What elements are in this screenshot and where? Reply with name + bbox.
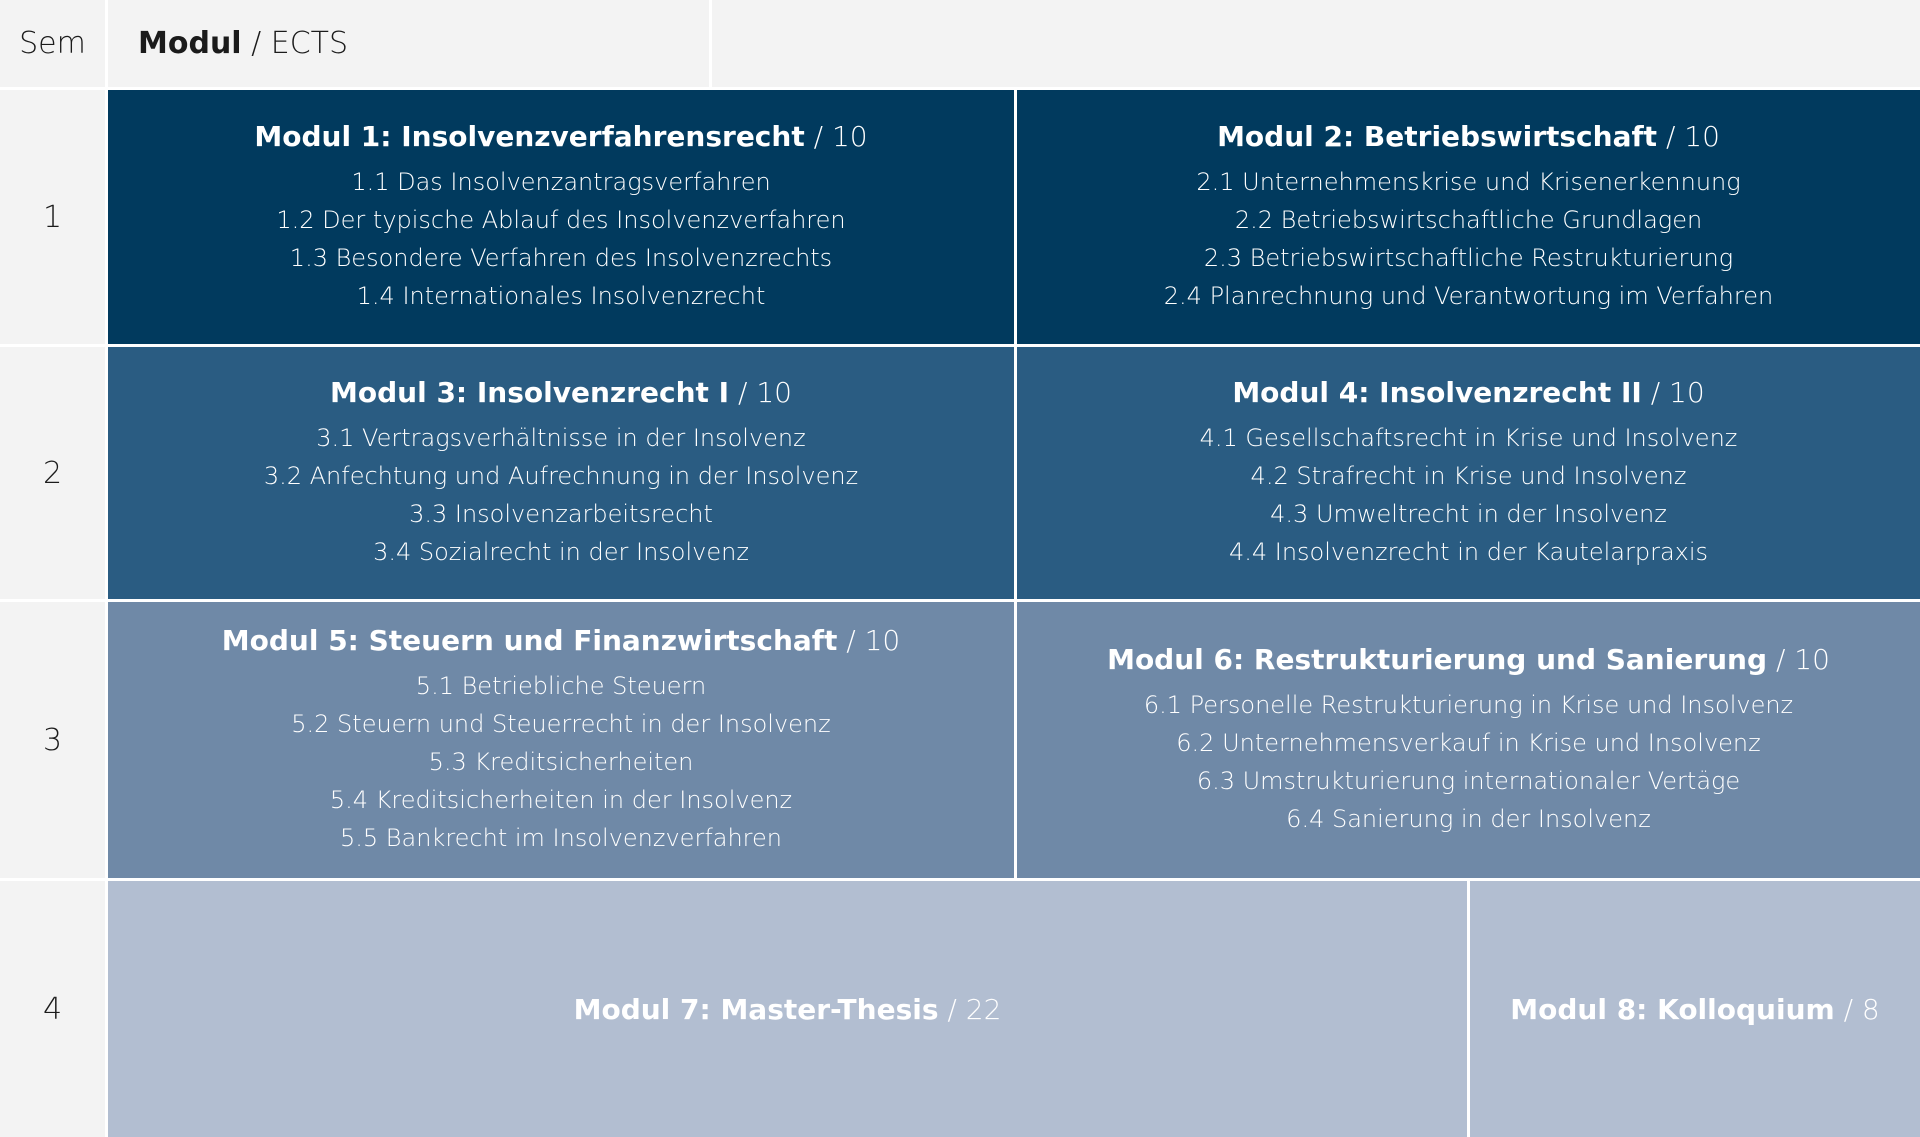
module-item: 5.2 Steuern und Steuerrecht in der Insolvenz bbox=[291, 709, 831, 738]
module-item: 2.3 Betriebswirtschaftliche Restrukturierung bbox=[1203, 243, 1734, 272]
module-ects: / 8 bbox=[1834, 992, 1880, 1026]
module-title bbox=[1510, 993, 1879, 1026]
module-title bbox=[254, 120, 867, 153]
module-name: Modul 2: Betriebswirtschaft bbox=[1217, 119, 1658, 153]
semester-number-3 bbox=[0, 602, 105, 878]
module-6 bbox=[1017, 602, 1920, 878]
module-ects: / 22 bbox=[938, 992, 1002, 1026]
module-item: 1.4 Internationales Insolvenzrecht bbox=[356, 281, 766, 310]
module-ects: / 10 bbox=[837, 623, 901, 657]
module-item: 5.5 Bankrecht im Insolvenzverfahren bbox=[340, 823, 782, 852]
module-item: 6.2 Unternehmensverkauf in Krise und Insolvenz bbox=[1176, 728, 1761, 757]
module-item: 2.1 Unternehmenskrise und Krisenerkennung bbox=[1196, 167, 1741, 196]
module-ects: / 10 bbox=[1641, 375, 1705, 409]
module-name: Modul 7: Master-Thesis bbox=[573, 992, 939, 1026]
semester-column-header bbox=[0, 0, 105, 87]
module-ects: / 10 bbox=[1657, 119, 1720, 153]
header-filler bbox=[712, 0, 1920, 87]
module-name: Modul 4: Insolvenzrecht II bbox=[1232, 375, 1642, 409]
module-column-header bbox=[108, 0, 709, 87]
module-item: 3.2 Anfechtung und Aufrechnung in der Insolvenz bbox=[263, 461, 859, 490]
module-item: 6.1 Personelle Restrukturierung in Krise und Insolvenz bbox=[1143, 690, 1794, 719]
module-ects: / 10 bbox=[1767, 642, 1830, 676]
semester-number: 1 bbox=[42, 199, 63, 235]
module-title bbox=[1232, 376, 1704, 409]
semester-number: 2 bbox=[42, 455, 63, 491]
module-2 bbox=[1017, 90, 1920, 344]
module-item: 2.2 Betriebswirtschaftliche Grundlagen bbox=[1234, 205, 1703, 234]
semester-number: 4 bbox=[42, 991, 63, 1027]
module-3 bbox=[108, 347, 1014, 599]
module-item: 4.3 Umweltrecht in der Insolvenz bbox=[1270, 499, 1667, 528]
module-title bbox=[574, 993, 1002, 1026]
module-item: 1.1 Das Insolvenzantragsverfahren bbox=[351, 167, 771, 196]
module-item: 4.1 Gesellschaftsrecht in Krise und Insolvenz bbox=[1199, 423, 1738, 452]
module-item: 5.1 Betriebliche Steuern bbox=[415, 671, 707, 700]
module-ects: / 10 bbox=[804, 119, 868, 153]
module-item: 2.4 Planrechnung und Verantwortung im Verfahren bbox=[1163, 281, 1774, 310]
module-item: 1.3 Besondere Verfahren des Insolvenzrechts bbox=[289, 243, 833, 272]
module-1 bbox=[108, 90, 1014, 344]
module-item: 1.2 Der typische Ablauf des Insolvenzverfahren bbox=[276, 205, 846, 234]
semester-number-4 bbox=[0, 881, 105, 1137]
module-title bbox=[1107, 643, 1830, 676]
module-name: Modul 1: Insolvenzverfahrensrecht bbox=[254, 119, 805, 153]
module-item: 3.4 Sozialrecht in der Insolvenz bbox=[373, 537, 749, 566]
semester-number-2 bbox=[0, 347, 105, 599]
module-8 bbox=[1470, 881, 1920, 1137]
module-item: 5.3 Kreditsicherheiten bbox=[428, 747, 694, 776]
module-ects: / 10 bbox=[729, 375, 792, 409]
module-5 bbox=[108, 602, 1014, 878]
module-title bbox=[222, 624, 900, 657]
semester-number-1 bbox=[0, 90, 105, 344]
module-item: 6.3 Umstrukturierung internationaler Vertäge bbox=[1196, 766, 1741, 795]
semester-header-label: Sem bbox=[19, 26, 86, 61]
module-4 bbox=[1017, 347, 1920, 599]
module-item: 3.3 Insolvenzarbeitsrecht bbox=[409, 499, 713, 528]
module-item: 5.4 Kreditsicherheiten in der Insolvenz bbox=[329, 785, 793, 814]
ects-header-label: / ECTS bbox=[241, 26, 349, 61]
module-title bbox=[1217, 120, 1720, 153]
module-item: 4.4 Insolvenzrecht in der Kautelarpraxis bbox=[1228, 537, 1709, 566]
module-title bbox=[330, 376, 792, 409]
module-item: 4.2 Strafrecht in Krise und Insolvenz bbox=[1250, 461, 1687, 490]
modul-header-label: Modul bbox=[138, 26, 242, 61]
module-item: 3.1 Vertragsverhältnisse in der Insolvenz bbox=[316, 423, 806, 452]
module-name: Modul 3: Insolvenzrecht I bbox=[330, 375, 730, 409]
module-name: Modul 8: Kolloquium bbox=[1510, 992, 1835, 1026]
module-name: Modul 5: Steuern und Finanzwirtschaft bbox=[221, 623, 838, 657]
module-item: 6.4 Sanierung in der Insolvenz bbox=[1286, 804, 1651, 833]
semester-number: 3 bbox=[42, 722, 63, 758]
module-7 bbox=[108, 881, 1467, 1137]
module-name: Modul 6: Restrukturierung und Sanierung bbox=[1107, 642, 1768, 676]
